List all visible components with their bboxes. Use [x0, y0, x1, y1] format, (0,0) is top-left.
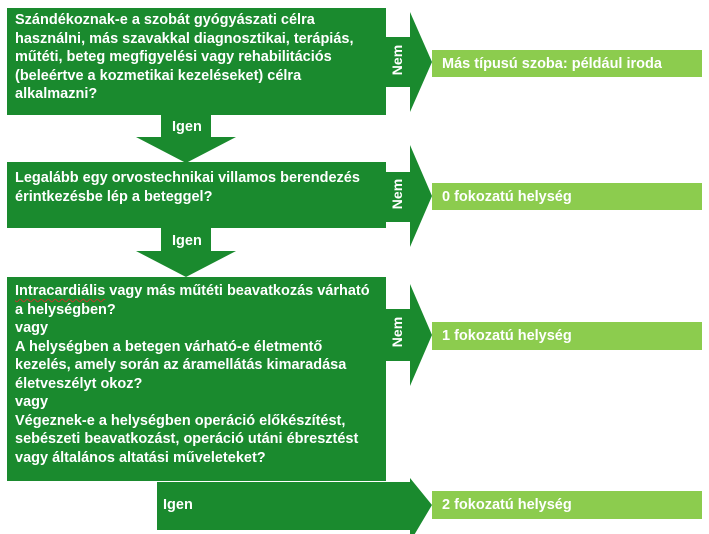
no-label-2: Nem: [389, 178, 405, 210]
result-text-2: 0 fokozatú helység: [442, 188, 572, 205]
result-text-4: 2 fokozatú helység: [442, 497, 572, 513]
question-box-1: [7, 8, 386, 115]
yes-label-1: Igen: [172, 119, 202, 135]
question-3-line-3: Végeznek-e a helységben operáció előkészítést, sebészeti beavatkozást, operáció utáni ébresztést vagy általános altatási műveleteket?: [15, 412, 359, 466]
question-3-or-1: vagy: [15, 320, 49, 336]
question-3-line-2: A helységben a betegen várható-e életmentő kezelés, amely során az áramellátás kimaradása életveszélyt okoz?: [15, 338, 347, 392]
question-3-line-1: vagy más műtéti beavatkozás várható a helységben?: [15, 283, 370, 318]
no-label-3: Nem: [389, 316, 405, 348]
result-box-group-2: [432, 491, 702, 519]
yes-arrow-3: [157, 478, 432, 534]
yes-label-2: Igen: [172, 233, 202, 249]
result-box-other-room: [432, 50, 702, 77]
question-2-text: Legalább egy orvostechnikai villamos berendezés érintkezésbe lép a beteggel?: [15, 170, 360, 205]
question-1-text: Szándékoznak-e a szobát gyógyászati célra használni, más szavakkal diagnosztikai, terápiás, műtéti, beteg megfigyelési vagy rehabilitációs (beleértve a kozmetikai kezeléseket) célra alkalmazni?: [15, 12, 354, 102]
result-text-1: Más típusú szoba: például iroda: [442, 55, 662, 72]
result-box-group-1: [432, 322, 702, 350]
yes-label-3: Igen: [163, 497, 193, 513]
question-box-2: [7, 162, 386, 228]
question-3-or-2: vagy: [15, 394, 49, 410]
result-text-3: 1 fokozatú helység: [442, 328, 572, 344]
no-label-1: Nem: [389, 44, 405, 76]
result-box-group-0: [432, 183, 702, 210]
question-box-3: [7, 277, 386, 481]
question-3-term: Intracardiális: [15, 283, 106, 299]
